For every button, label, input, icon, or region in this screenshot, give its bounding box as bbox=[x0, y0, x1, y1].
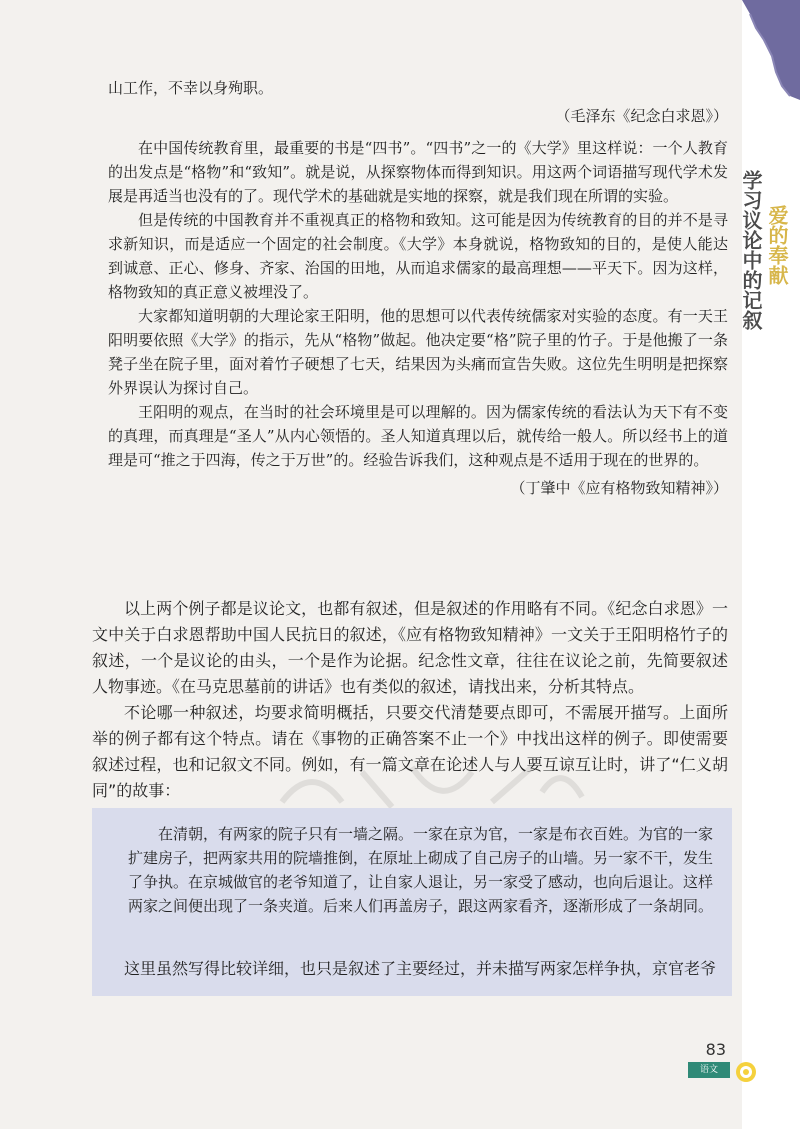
page-number: 83 bbox=[705, 1040, 726, 1059]
section-side-title bbox=[739, 160, 790, 330]
main-paragraph-1: 以上两个例子都是议论文，也都有叙述，但是叙述的作用略有不同。《纪念白求恩》一文中关于白求恩帮助中国人民抗日的叙述，《应有格物致知精神》一文关于王阳明格竹子的叙述，一个是议论的由头，一个是作为论据。纪念性文章，往往在议论之前，先简要叙述人物事迹。《在马克思墓前的讲话》也有类似的叙述，请找出来，分析其特点。 bbox=[92, 599, 728, 696]
example-excerpts bbox=[108, 76, 728, 508]
excerpt-paragraph-2: 但是传统的中国教育并不重视真正的格物和致知。这可能是因为传统教育的目的并不是寻求新知识，而是适应一个固定的社会制度。《大学》本身就说，格物致知的目的，是使人能达到诚意、正心、修身、齐家、治国的田地，从而追求儒家的最高理想——平天下。因为这样，格物致知的真正意义被埋没了。 bbox=[108, 211, 728, 301]
unit-title: 爱的奉献 bbox=[765, 205, 789, 285]
excerpt-paragraph-1: 在中国传统教育里，最重要的书是“四书”。“四书”之一的《大学》里这样说：一个人教育的出发点是“格物”和“致知”。就是说，从探察物体而得到知识。用这两个词语描写现代学术发展是再适当也没有的了。现代学术的基础就是实地的探察，就是我们现在所谓的实验。 bbox=[108, 139, 728, 205]
excerpt-paragraph-4: 王阳明的观点，在当时的社会环境里是可以理解的。因为儒家传统的看法认为天下有不变的真理，而真理是“圣人”从内心领悟的。圣人知道真理以后，就传给一般人。所以经书上的道理是可“推之于四海，传之于万世”的。经验告诉我们，这种观点是不适用于现在的世界的。 bbox=[108, 403, 728, 469]
watermark-decoration bbox=[272, 752, 592, 812]
citation-bethune: （毛泽东《纪念白求恩》） bbox=[555, 107, 728, 125]
intro-line: 山工作，不幸以身殉职。 bbox=[108, 79, 274, 97]
citation-ding: （丁肇中《应有格物致知精神》） bbox=[510, 479, 728, 497]
section-title: 学习议论中的记叙 bbox=[739, 170, 763, 330]
continuation-paragraph: 这里虽然写得比较详细，也只是叙述了主要经过，并未描写两家怎样争执，京官老爷 bbox=[124, 959, 717, 978]
story-quote: 在清朝，有两家的院子只有一墙之隔。一家在京为官，一家是布衣百姓。为官的一家扩建房子，把两家共用的院墙推倒，在原址上砌成了自己房子的山墙。另一家不干，发生了争执。在京城做官的老爷知道了，让自家人退让，另一家受了感动，也向后退让。这样两家之间便出现了一条夹道。后来人们再盖房子，跟这两家看齐，逐渐形成了一条胡同。 bbox=[128, 825, 714, 915]
excerpt-paragraph-3: 大家都知道明朝的大理论家王阳明，他的思想可以代表传统儒家对实验的态度。有一天王阳明要依照《大学》的指示，先从“格物”做起。他决定要“格”院子里的竹子。于是他搬了一条凳子坐在院子里，面对着竹子硬想了七天，结果因为头痛而宣告失败。这位先生明明是把探察外界误认为探讨自己。 bbox=[108, 307, 728, 397]
main-paragraph-2: 不论哪一种叙述，均要求简明概括，只要交代清楚要点即可，不需展开描写。上面所举的例子都有这个特点。请在《事物的正确答案不止一个》中找出这样的例子。即使需要叙述过程，也和记叙文不同。例如，有一篇文章在论述人与人要互谅互让时，讲了“仁义胡同”的故事： bbox=[92, 703, 728, 800]
flower-icon bbox=[734, 1060, 758, 1084]
torn-edge-decoration bbox=[742, 0, 800, 100]
subject-tag: 语文 bbox=[688, 1062, 730, 1078]
